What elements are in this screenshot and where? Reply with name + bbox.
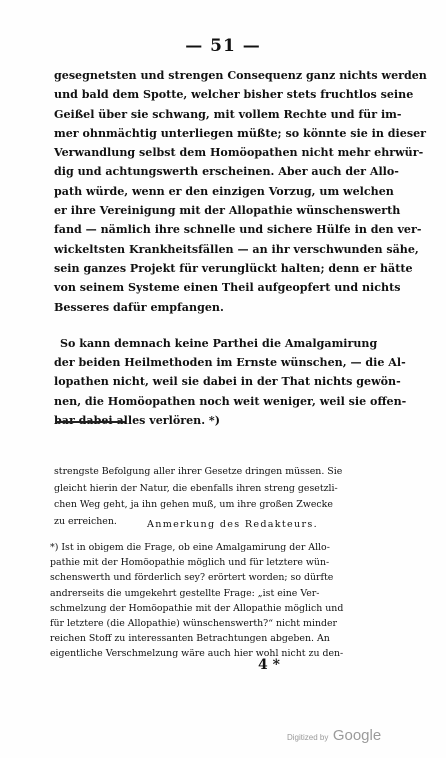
text-line: path würde, wenn er den einzigen Vorzug, um welchen	[54, 184, 394, 198]
footnote-line: reichen Stoff zu interessanten Betrachtungen abgeben. An	[50, 633, 330, 645]
text-line: So kann demnach keine Parthei die Amalgamirung	[60, 336, 378, 350]
footnote-line: strengste Befolgung aller ihrer Gesetze dringen müssen. Sie	[54, 466, 343, 477]
page-header: — 51 —	[185, 36, 261, 56]
footnote-line: *) Ist in obigem die Frage, ob eine Amalgamirung der Allo-	[50, 542, 330, 553]
footnote-line: schenswerth und förderlich sey? erörtert worden; so dürfte	[50, 572, 334, 584]
text-line: bar dabei alles verlören. *)	[54, 414, 220, 428]
footnote-line: chen Weg geht, ja ihn gehen muß, um ihre großen Zwecke	[54, 499, 333, 511]
paragraph-2	[54, 334, 407, 430]
text-line: Verwandlung selbst dem Homöopathen nicht mehr ehrwür-	[54, 146, 424, 160]
text-line: sein ganzes Projekt für verunglückt halten; denn er hätte	[54, 261, 413, 275]
footnote-line: eigentliche Verschmelzung wäre auch hier wohl nicht zu den-	[50, 648, 344, 660]
text-line: fand — nämlich ihre schnelle und sichere Hülfe in den ver-	[54, 223, 422, 237]
text-line: von seinem Systeme einen Theil aufgeopfert und nichts	[54, 281, 401, 295]
text-line: lopathen nicht, weil sie dabei in der That nichts gewön-	[54, 375, 401, 389]
digitized-watermark	[287, 727, 381, 745]
text-line: gesegnetsten und strengen Consequenz ganz nichts werden	[54, 69, 427, 82]
text-line: Besseres dafür empfangen.	[54, 300, 224, 314]
text-line: wickeltsten Krankheitsfällen — an ihr verschwunden sähe,	[54, 242, 419, 256]
footnote-line: andrerseits die umgekehrt gestellte Frage: „ist eine Ver-	[50, 587, 320, 599]
text-line: Geißel über sie schwang, mit vollem Rechte und für im-	[54, 107, 402, 121]
footnote-line: pathie mit der Homöopathie möglich und für letztere wün-	[50, 557, 330, 569]
text-line: mer ohnmächtig unterliegen müßte; so könnte sie in dieser	[54, 126, 426, 140]
footnote-divider	[55, 421, 125, 423]
footnote-line: für letztere (die Allopathie) wünschenswerth?“ nicht minder	[50, 618, 338, 630]
paragraph-gap	[54, 317, 360, 334]
text-line: und bald dem Spotte, welcher bisher stets fruchtlos seine	[54, 88, 414, 102]
footnote-line: gleicht hierin der Natur, die ebenfalls ihren streng gesetzli-	[54, 482, 338, 494]
text-line: nen, die Homöopathen noch weit weniger, weil sie offen-	[54, 394, 407, 408]
footnote-line: schmelzung der Homöopathie mit der Allopathie möglich und	[50, 602, 344, 614]
footnote-line: zu erreichen.	[54, 516, 117, 528]
editor-note-title: Anmerkung des Redakteurs.	[147, 519, 318, 530]
paragraph-1	[54, 66, 427, 317]
google-logo: Google	[332, 727, 382, 744]
signature-mark: 4 *	[258, 657, 280, 673]
text-line: er ihre Vereinigung mit der Allopathie wünschenswerth	[54, 204, 401, 218]
text-line: dig und achtungswerth erscheinen. Aber auch der Allo-	[54, 165, 399, 179]
main-text	[54, 66, 427, 430]
watermark-prefix: Digitized by	[287, 733, 329, 742]
text-line: der beiden Heilmethoden im Ernste wünschen, — die Al-	[54, 356, 406, 370]
editor-note	[50, 540, 362, 662]
